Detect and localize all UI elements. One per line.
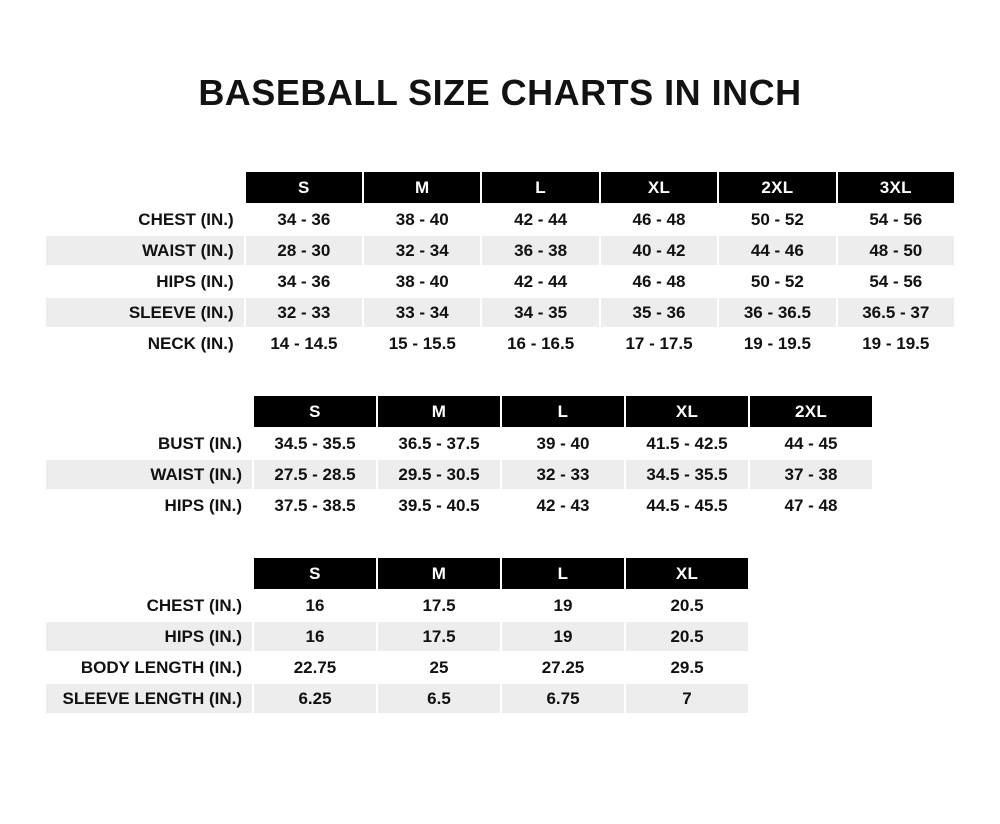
table-cell: 34 - 36 (245, 266, 363, 297)
row-label: HIPS (IN.) (45, 490, 253, 521)
table-row (45, 590, 749, 621)
row-label: SLEEVE (IN.) (45, 297, 245, 328)
table-cell: 39.5 - 40.5 (377, 490, 501, 521)
table-header-row (45, 557, 749, 590)
table-cell: 34.5 - 35.5 (253, 428, 377, 459)
table-cell: 16 (253, 621, 377, 652)
womens-size-table (44, 394, 874, 522)
header-cell: S (245, 171, 363, 204)
table-cell: 22.75 (253, 652, 377, 683)
row-label: WAIST (IN.) (45, 459, 253, 490)
table-cell: 42 - 44 (481, 266, 599, 297)
table-row (45, 328, 955, 359)
table-cell: 54 - 56 (837, 266, 955, 297)
header-cell: L (481, 171, 599, 204)
table-cell: 19 (501, 590, 625, 621)
table-cell: 50 - 52 (718, 204, 836, 235)
table-cell: 34.5 - 35.5 (625, 459, 749, 490)
table-cell: 6.5 (377, 683, 501, 714)
table-cell: 32 - 33 (501, 459, 625, 490)
row-label: BODY LENGTH (IN.) (45, 652, 253, 683)
table-row (45, 266, 955, 297)
header-cell: M (377, 557, 501, 590)
row-label: WAIST (IN.) (45, 235, 245, 266)
header-cell: M (377, 395, 501, 428)
table-cell: 20.5 (625, 590, 749, 621)
header-cell: WOMEN'S (45, 395, 253, 428)
table-cell: 36.5 - 37.5 (377, 428, 501, 459)
table-cell: 6.25 (253, 683, 377, 714)
table-cell: 15 - 15.5 (363, 328, 481, 359)
header-cell: XL (625, 395, 749, 428)
table-cell: 17.5 (377, 621, 501, 652)
table-cell: 50 - 52 (718, 266, 836, 297)
row-label: NECK (IN.) (45, 328, 245, 359)
table-cell: 27.5 - 28.5 (253, 459, 377, 490)
table-row (45, 683, 749, 714)
table-cell: 25 (377, 652, 501, 683)
table-cell: 44.5 - 45.5 (625, 490, 749, 521)
table-cell: 14 - 14.5 (245, 328, 363, 359)
table-cell: 40 - 42 (600, 235, 718, 266)
row-label: CHEST (IN.) (45, 204, 245, 235)
header-cell: S (253, 557, 377, 590)
table-cell: 46 - 48 (600, 266, 718, 297)
table-cell: 17 - 17.5 (600, 328, 718, 359)
table-cell: 36 - 36.5 (718, 297, 836, 328)
header-cell: S (253, 395, 377, 428)
table-cell: 34 - 36 (245, 204, 363, 235)
table-cell: 48 - 50 (837, 235, 955, 266)
table-cell: 54 - 56 (837, 204, 955, 235)
table-cell: 42 - 44 (481, 204, 599, 235)
table-cell: 38 - 40 (363, 266, 481, 297)
header-cell: M (363, 171, 481, 204)
table-row (45, 297, 955, 328)
size-chart-page (0, 72, 1000, 824)
header-cell: XL (600, 171, 718, 204)
table-cell: 42 - 43 (501, 490, 625, 521)
table-cell: 33 - 34 (363, 297, 481, 328)
table-cell: 41.5 - 42.5 (625, 428, 749, 459)
row-label: SLEEVE LENGTH (IN.) (45, 683, 253, 714)
table-cell: 19 - 19.5 (837, 328, 955, 359)
table-cell: 20.5 (625, 621, 749, 652)
table-cell: 34 - 35 (481, 297, 599, 328)
header-cell: MEN'S (45, 171, 245, 204)
header-cell: XL (625, 557, 749, 590)
table-cell: 17.5 (377, 590, 501, 621)
table-row (45, 428, 873, 459)
header-cell: 2XL (718, 171, 836, 204)
table-header-row (45, 395, 873, 428)
table-row (45, 652, 749, 683)
row-label: HIPS (IN.) (45, 621, 253, 652)
table-cell: 44 - 46 (718, 235, 836, 266)
mens-size-table (44, 170, 956, 360)
size-tables-container (0, 170, 1000, 715)
table-cell: 32 - 34 (363, 235, 481, 266)
table-row (45, 459, 873, 490)
table-cell: 36 - 38 (481, 235, 599, 266)
table-cell: 32 - 33 (245, 297, 363, 328)
table-cell: 37 - 38 (749, 459, 873, 490)
table-cell: 6.75 (501, 683, 625, 714)
row-label: BUST (IN.) (45, 428, 253, 459)
table-cell: 7 (625, 683, 749, 714)
table-cell: 46 - 48 (600, 204, 718, 235)
table-row (45, 621, 749, 652)
table-cell: 29.5 (625, 652, 749, 683)
row-label: CHEST (IN.) (45, 590, 253, 621)
table-cell: 44 - 45 (749, 428, 873, 459)
table-cell: 19 (501, 621, 625, 652)
header-cell: YOUTH (45, 557, 253, 590)
row-label: HIPS (IN.) (45, 266, 245, 297)
header-cell: L (501, 557, 625, 590)
youth-size-table (44, 556, 750, 715)
table-cell: 27.25 (501, 652, 625, 683)
page-title: BASEBALL SIZE CHARTS IN INCH (198, 72, 802, 113)
header-cell: L (501, 395, 625, 428)
table-cell: 38 - 40 (363, 204, 481, 235)
header-cell: 2XL (749, 395, 873, 428)
table-cell: 35 - 36 (600, 297, 718, 328)
table-header-row (45, 171, 955, 204)
table-cell: 28 - 30 (245, 235, 363, 266)
table-cell: 47 - 48 (749, 490, 873, 521)
table-row (45, 235, 955, 266)
table-cell: 37.5 - 38.5 (253, 490, 377, 521)
table-cell: 16 - 16.5 (481, 328, 599, 359)
table-cell: 19 - 19.5 (718, 328, 836, 359)
table-cell: 39 - 40 (501, 428, 625, 459)
table-cell: 16 (253, 590, 377, 621)
table-row (45, 490, 873, 521)
table-row (45, 204, 955, 235)
table-cell: 36.5 - 37 (837, 297, 955, 328)
table-cell: 29.5 - 30.5 (377, 459, 501, 490)
header-cell: 3XL (837, 171, 955, 204)
